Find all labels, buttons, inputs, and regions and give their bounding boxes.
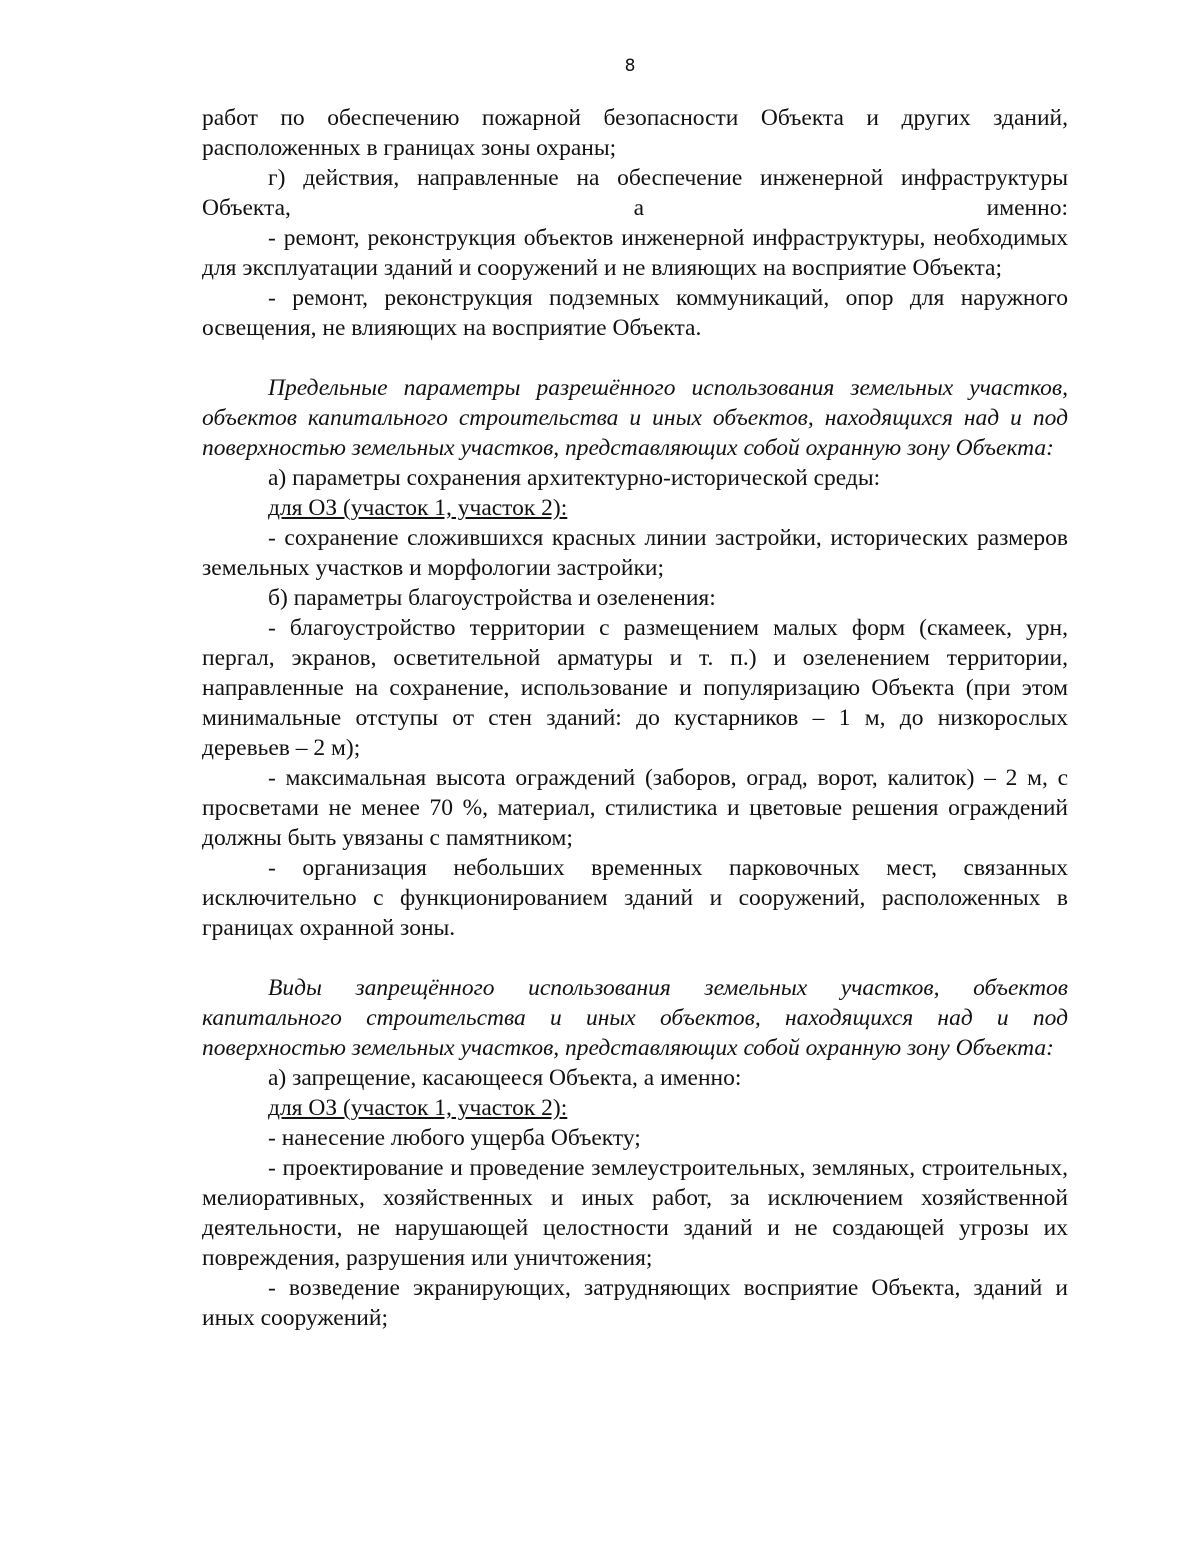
section-heading-prohibited-uses: Виды запрещённого использования земельных участков, объектов капитального строительства и иных объектов, находящихся над и под поверхностью земельных участков, представляющих собой охранную зону Объекта: <box>202 975 1068 1061</box>
paragraph-fence-height: - максимальная высота ограждений (заборов, оград, ворот, калиток) – 2 м, с просветами не менее 70 %, материал, стилистика и цветовые решения ограждений должны быть увязаны с памятником; <box>202 765 1068 851</box>
paragraph-item-a-parameters: а) параметры сохранения архитектурно-исторической среды: <box>268 465 881 491</box>
document-body <box>202 103 1068 1333</box>
paragraph-red-lines: - сохранение сложившихся красных линии застройки, исторических размеров земельных участков и морфологии застройки; <box>202 525 1068 581</box>
paragraph-engineering-repair: - ремонт, реконструкция объектов инженерной инфраструктуры, необходимых для эксплуатации зданий и сооружений и не влияющих на восприятие Объекта; <box>202 225 1068 281</box>
subheading-oz-plots-2 <box>202 1093 1068 1123</box>
section-gap <box>202 343 1068 373</box>
paragraph-landscaping: - благоустройство территории с размещением малых форм (скамеек, урн, пергал, экранов, осветительной арматуры и т. п.) и озеленением территории, направленные на сохранение, использование и популяризацию Объекта (при этом минимальные отступы от стен зданий: до кустарников – 1 м, до низкорослых деревьев – 2 м); <box>202 615 1068 761</box>
paragraph-no-damage: - нанесение любого ущерба Объекту; <box>268 1125 641 1151</box>
section-heading-limit-parameters: Предельные параметры разрешённого использования земельных участков, объектов капитального строительства и иных объектов, находящихся над и под поверхностью земельных участков, представляющих собой охранную зону Объекта: <box>202 375 1068 461</box>
subheading-oz-plots-2-text: для ОЗ (участок 1, участок 2): <box>268 1095 568 1121</box>
paragraph-item-a-prohibition: а) запрещение, касающееся Объекта, а именно: <box>268 1065 742 1091</box>
paragraph-item-g: г) действия, направленные на обеспечение инженерной инфраструктуры Объекта, а именно: <box>202 165 1068 221</box>
subheading-oz-plots <box>202 493 1068 523</box>
paragraph-parking: - организация небольших временных парковочных мест, связанных исключительно с функционированием зданий и сооружений, расположенных в границах охранной зоны. <box>202 855 1068 941</box>
paragraph-no-works: - проектирование и проведение землеустроительных, земляных, строительных, мелиоративных, хозяйственных и иных работ, за исключением хозяйственной деятельности, не нарушающей целостности зданий и не создающей угрозы их повреждения, разрушения или уничтожения; <box>202 1155 1068 1271</box>
paragraph-item-b-parameters: б) параметры благоустройства и озеленения: <box>268 585 716 611</box>
paragraph-underground-repair: - ремонт, реконструкция подземных коммуникаций, опор для наружного освещения, не влияющих на восприятие Объекта. <box>202 285 1068 341</box>
section-gap <box>202 943 1068 973</box>
paragraph-fire-safety: работ по обеспечению пожарной безопасности Объекта и других зданий, расположенных в границах зоны охраны; <box>202 105 1068 161</box>
page-number: 8 <box>624 56 636 76</box>
subheading-oz-plots-text: для ОЗ (участок 1, участок 2): <box>268 495 568 521</box>
paragraph-no-screening-buildings: - возведение экранирующих, затрудняющих восприятие Объекта, зданий и иных сооружений; <box>202 1275 1068 1331</box>
